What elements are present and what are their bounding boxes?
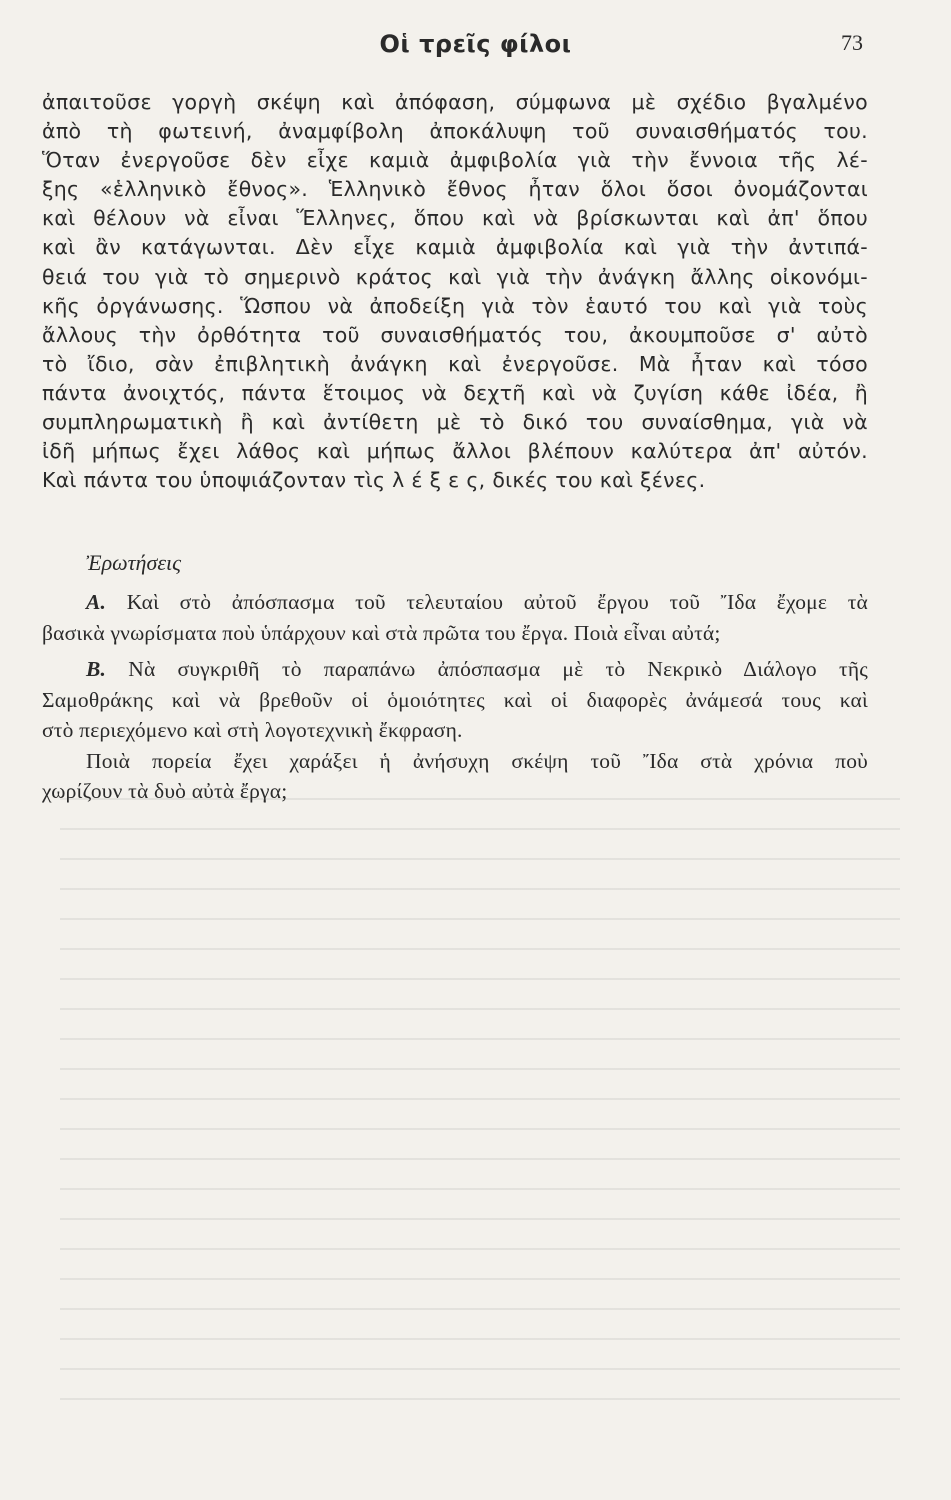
questions-list (42, 587, 868, 807)
page-number: 73 (841, 30, 863, 55)
question-b-line: χωρίζουν τὰ δυὸ αὐτὰ ἔργα; (42, 779, 288, 803)
question-b-line (42, 654, 868, 685)
question-b-letter: Β. (86, 657, 107, 681)
text-line: ἰδῆ μήπως ἔχει λάθος καὶ μήπως ἄλλοι βλέπουν καλύτερα ἀπ' αὐτόν. (42, 439, 868, 464)
question-a-letter: Α. (86, 590, 107, 614)
text-line: Καὶ πάντα του ὑποψιάζονταν τὶς λ έ ξ ε ς, δικές του καὶ ξένες. (42, 468, 706, 493)
question-b-text: Νὰ συγκριθῆ τὸ παραπάνω ἀπόσπασμα μὲ τὸ Νεκρικὸ Διάλογο τῆς (128, 657, 868, 681)
questions-heading: Ἐρωτήσεις (86, 550, 182, 575)
text-line: Ὅταν ἐνεργοῦσε δὲν εἶχε καμιὰ ἀμφιβολία γιὰ τὴν ἔννοια τῆς λέ- (42, 148, 868, 173)
running-title: Οἱ τρεῖς φίλοι (379, 30, 572, 58)
text-line: κῆς ὀργάνωσης. Ὥσπου νὰ ἀποδείξη γιὰ τὸν ἑαυτό του καὶ γιὰ τοὺς (42, 293, 868, 318)
question-a-line: βασικὰ γνωρίσματα ποὺ ὑπάρχουν καὶ στὰ πρῶτα του ἔργα. Ποιὰ εἶναι αὐτά; (42, 620, 721, 645)
question-a-text: Καὶ στὸ ἀπόσπασμα τοῦ τελευταίου αὐτοῦ ἔργου τοῦ Ἴδα ἔχομε τὰ (126, 590, 869, 614)
body-paragraph (42, 88, 868, 495)
text-line: ἀπαιτοῦσε γοργὴ σκέψη καὶ ἀπόφαση, σύμφωνα μὲ σχέδιο βγαλμένο (42, 90, 868, 114)
text-line: συμπληρωματικὴ ἢ καὶ ἀντίθετη μὲ τὸ δικό του συναίσθημα, γιὰ νὰ (42, 410, 868, 435)
text-line: ἀπὸ τὴ φωτεινή, ἀναμφίβολη ἀποκάλυψη τοῦ συναισθήματός του. (42, 119, 868, 144)
text-line: καὶ ἂν κατάγωνται. Δὲν εἶχε καμιὰ ἀμφιβολία καὶ γιὰ τὴν ἀντιπά- (42, 235, 868, 260)
text-line: καὶ θέλουν νὰ εἶναι Ἕλληνες, ὅπου καὶ νὰ βρίσκωνται καὶ ἀπ' ὅπου (42, 206, 868, 231)
question-b-line: στὸ περιεχόμενο καὶ στὴ λογοτεχνικὴ ἔκφραση. (42, 718, 463, 742)
question-a-line (42, 587, 868, 618)
question-b-line: Ποιὰ πορεία ἔχει χαράξει ἡ ἀνήσυχη σκέψη τοῦ Ἴδα στὰ χρόνια ποὺ (86, 748, 868, 773)
text-line: θειά του γιὰ τὸ σημερινὸ κράτος καὶ γιὰ τὴν ἀνάγκη ἄλλης οἰκονόμι- (42, 264, 868, 289)
text-line: ἄλλους τὴν ὀρθότητα τοῦ συναισθήματός του, ἀκουμποῦσε σ' αὐτὸ (42, 322, 868, 347)
question-b-line: Σαμοθράκης καὶ νὰ βρεθοῦν οἱ ὁμοιότητες καὶ οἱ διαφορὲς ἀνάμεσά τους καὶ (42, 687, 868, 712)
text-line: τὸ ἴδιο, σὰν ἐπιβλητικὴ ἀνάγκη καὶ ἐνεργοῦσε. Μὰ ἦταν καὶ τόσο (42, 351, 868, 376)
text-line: πάντα ἀνοιχτός, πάντα ἕτοιμος νὰ δεχτῆ καὶ νὰ ζυγίση κάθε ἰδέα, ἢ (42, 380, 868, 405)
text-line: ξης «ἑλληνικὸ ἔθνος». Ἑλληνικὸ ἔθνος ἦταν ὅλοι ὅσοι ὀνομάζονται (42, 177, 868, 202)
show-through-texture (60, 780, 900, 1420)
